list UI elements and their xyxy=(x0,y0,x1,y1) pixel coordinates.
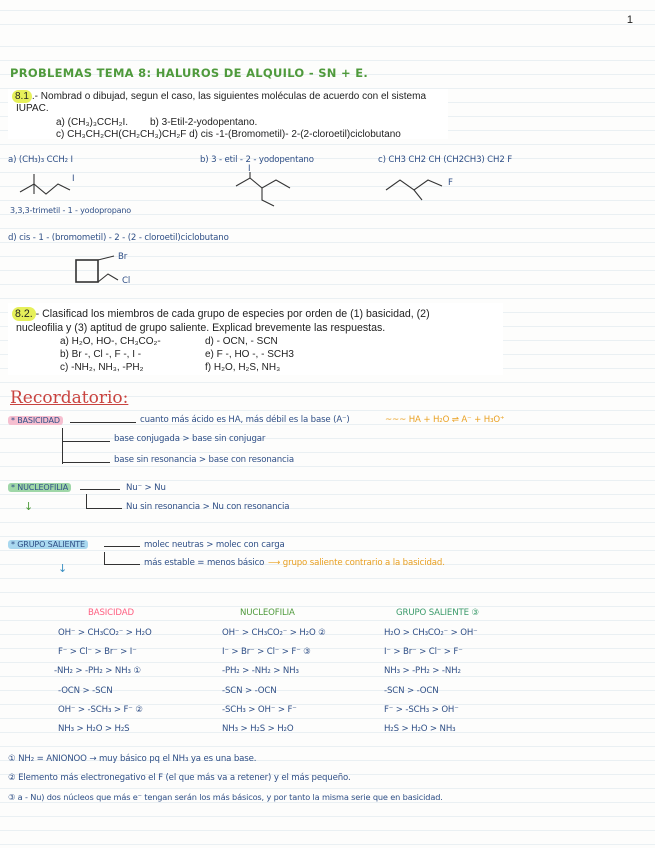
structure-b xyxy=(236,176,306,216)
table-row-2-nucleofilia: I⁻ > Br⁻ > Cl⁻ > F⁻ ③ xyxy=(222,647,311,657)
basicidad-equation: ~~~ HA + H₂O ⇌ A⁻ + H₃O⁺ xyxy=(385,415,505,425)
basicidad-rule-3: base sin resonancia > base con resonancia xyxy=(114,455,294,465)
basicidad-bracket xyxy=(62,428,63,464)
table-row-5-grupo: F⁻ > -SCH₃ > OH⁻ xyxy=(384,705,459,715)
grupo-down-arrow: ↓ xyxy=(58,562,68,575)
grupo-arrow-line xyxy=(104,546,140,547)
table-row-4-grupo: -SCN > -OCN xyxy=(384,686,439,696)
problem-8-2-line2: nucleofilia y (3) aptitud de grupo saliente. Explicad brevemente las respuestas. xyxy=(16,322,386,334)
table-row-5-basicidad: OH⁻ > -SCH₃ > F⁻ ② xyxy=(58,705,143,715)
grupo-rule-2-note-text: grupo saliente contrario a la basicidad. xyxy=(282,558,445,568)
page-number: 1 xyxy=(626,14,633,26)
grupo-branch-2 xyxy=(104,564,140,565)
structure-a xyxy=(20,172,90,202)
page-title: PROBLEMAS TEMA 8: HALUROS DE ALQUILO - SN + E. xyxy=(10,66,369,80)
problem-8-1-line1 xyxy=(12,91,426,102)
answer-c: c) CH3 CH2 CH (CH2CH3) CH2 F xyxy=(378,155,513,165)
problem-8-1-c: c) CH₃CH₂CH(CH₂CH₃)CH₂F d) cis -1-(Bromometil)- 2-(2-cloroetil)ciclobutano xyxy=(56,129,401,140)
table-header-nucleofilia: NUCLEOFILIA xyxy=(240,608,295,618)
basicidad-branch-3 xyxy=(62,462,110,463)
structure-a-label-I: I xyxy=(72,174,75,184)
table-row-6-basicidad: NH₃ > H₂O > H₂S xyxy=(58,724,130,734)
answer-a: a) (CH₃)₃ CCH₂ I xyxy=(8,155,73,165)
problem-8-2-number: 8.2. xyxy=(12,307,36,321)
nucleofilia-tag xyxy=(8,483,71,492)
grupo-rule-2: más estable = menos básico xyxy=(144,558,265,568)
nucleofilia-bracket xyxy=(86,494,87,508)
answer-d: d) cis - 1 - (bromometil) - 2 - (2 - cloroetil)ciclobutano xyxy=(8,233,229,243)
basicidad-tag-text: * BASICIDAD xyxy=(8,416,63,425)
note-1: ① NH₂ = ANIONOO → muy básico pq el NH₃ ya es una base. xyxy=(8,754,257,764)
problem-8-2-item-f: f) H₂O, H₂S, NH₃ xyxy=(205,362,281,373)
table-row-5-nucleofilia: -SCH₃ > OH⁻ > F⁻ xyxy=(222,705,297,715)
grupo-rule-1: molec neutras > molec con carga xyxy=(144,540,285,550)
grupo-rule-2-note: ⟶ grupo saliente contrario a la basicidad. xyxy=(268,558,445,568)
problem-8-1-text1: .- Nombrad o dibujad, segun el caso, las siguientes moléculas de acuerdo con el sistema xyxy=(31,91,427,102)
table-row-2-grupo: I⁻ > Br⁻ > Cl⁻ > F⁻ xyxy=(384,647,463,657)
table-row-1-basicidad: OH⁻ > CH₃CO₂⁻ > H₂O xyxy=(58,628,152,638)
structure-b-label-I: I xyxy=(248,164,251,174)
nucleofilia-arrow-line xyxy=(80,489,120,490)
table-row-6-grupo: H₂S > H₂O > NH₃ xyxy=(384,724,456,734)
problem-8-1-line2: IUPAC. xyxy=(16,103,49,114)
problem-8-2-item-d: d) - OCN, - SCN xyxy=(205,336,278,347)
nucleofilia-down-arrow: ↓ xyxy=(24,500,34,513)
grupo-saliente-tag xyxy=(8,540,88,549)
table-row-4-nucleofilia: -SCN > -OCN xyxy=(222,686,277,696)
table-header-basicidad: BASICIDAD xyxy=(88,608,134,618)
basicidad-arrow-line xyxy=(70,422,136,423)
nucleofilia-tag-text: * NUCLEOFILIA xyxy=(8,483,71,492)
problem-8-1-a: a) (CH₃)₃CCH₂I. xyxy=(56,117,129,128)
basicidad-rule-1: cuanto más ácido es HA, más débil es la base (A⁻) xyxy=(140,415,350,425)
basicidad-rule-2: base conjugada > base sin conjugar xyxy=(114,434,266,444)
basicidad-tag xyxy=(8,416,63,425)
nucleofilia-branch-2 xyxy=(86,508,122,509)
structure-c-label-F: F xyxy=(448,178,453,188)
problem-8-1-number: 8.1 xyxy=(12,90,32,103)
answer-a-name: 3,3,3-trimetil - 1 - yodopropano xyxy=(10,206,132,215)
problem-8-2-item-c: c) -NH₂, NH₃, -PH₂ xyxy=(60,362,144,373)
structure-d-label-Br: Br xyxy=(118,252,128,262)
table-header-grupo-saliente: GRUPO SALIENTE ③ xyxy=(396,608,479,618)
problem-8-2-line1 xyxy=(12,308,430,320)
basicidad-branch-2 xyxy=(62,441,110,442)
nucleofilia-rule-1: Nu⁻ > Nu xyxy=(126,483,166,493)
table-row-3-nucleofilia: -PH₂ > -NH₂ > NH₃ xyxy=(222,666,299,676)
problem-8-2-item-a: a) H₂O, HO-, CH₃CO₂- xyxy=(60,336,161,347)
table-row-1-grupo: H₂O > CH₃CO₂⁻ > OH⁻ xyxy=(384,628,478,638)
structure-c xyxy=(386,172,466,202)
table-row-4-basicidad: -OCN > -SCN xyxy=(58,686,113,696)
table-row-6-nucleofilia: NH₃ > H₂S > H₂O xyxy=(222,724,294,734)
problem-8-2-item-e: e) F -, HO -, - SCH3 xyxy=(205,349,294,360)
answer-b: b) 3 - etil - 2 - yodopentano xyxy=(200,155,314,165)
basicidad-equation-text: HA + H₂O ⇌ A⁻ + H₃O⁺ xyxy=(408,415,505,425)
grupo-saliente-tag-text: * GRUPO SALIENTE xyxy=(8,540,88,549)
table-row-3-basicidad: -NH₂ > -PH₂ > NH₃ ① xyxy=(54,666,141,676)
grupo-bracket xyxy=(104,552,105,564)
nucleofilia-rule-2: Nu sin resonancia > Nu con resonancia xyxy=(126,502,290,512)
problem-8-2-text1: - Clasificad los miembros de cada grupo de especies por orden de (1) basicidad, (2) xyxy=(35,308,430,320)
recordatorio-heading: Recordatorio: xyxy=(10,388,129,408)
table-row-3-grupo: NH₃ > -PH₂ > -NH₂ xyxy=(384,666,461,676)
note-3: ③ a - Nu) dos núcleos que más e⁻ tengan serán los más básicos, y por tanto la misma serie que en basicidad. xyxy=(8,792,443,802)
table-row-2-basicidad: F⁻ > Cl⁻ > Br⁻ > I⁻ xyxy=(58,647,137,657)
problem-8-2-item-b: b) Br -, Cl -, F -, I - xyxy=(60,349,142,360)
table-row-1-nucleofilia: OH⁻ > CH₃CO₂⁻ > H₂O ② xyxy=(222,628,326,638)
structure-d-label-Cl: Cl xyxy=(122,276,131,286)
problem-8-1-b: b) 3-Etil-2-yodopentano. xyxy=(150,117,258,128)
note-2: ② Elemento más electronegativo el F (el que más va a retener) y el más pequeño. xyxy=(8,773,351,783)
